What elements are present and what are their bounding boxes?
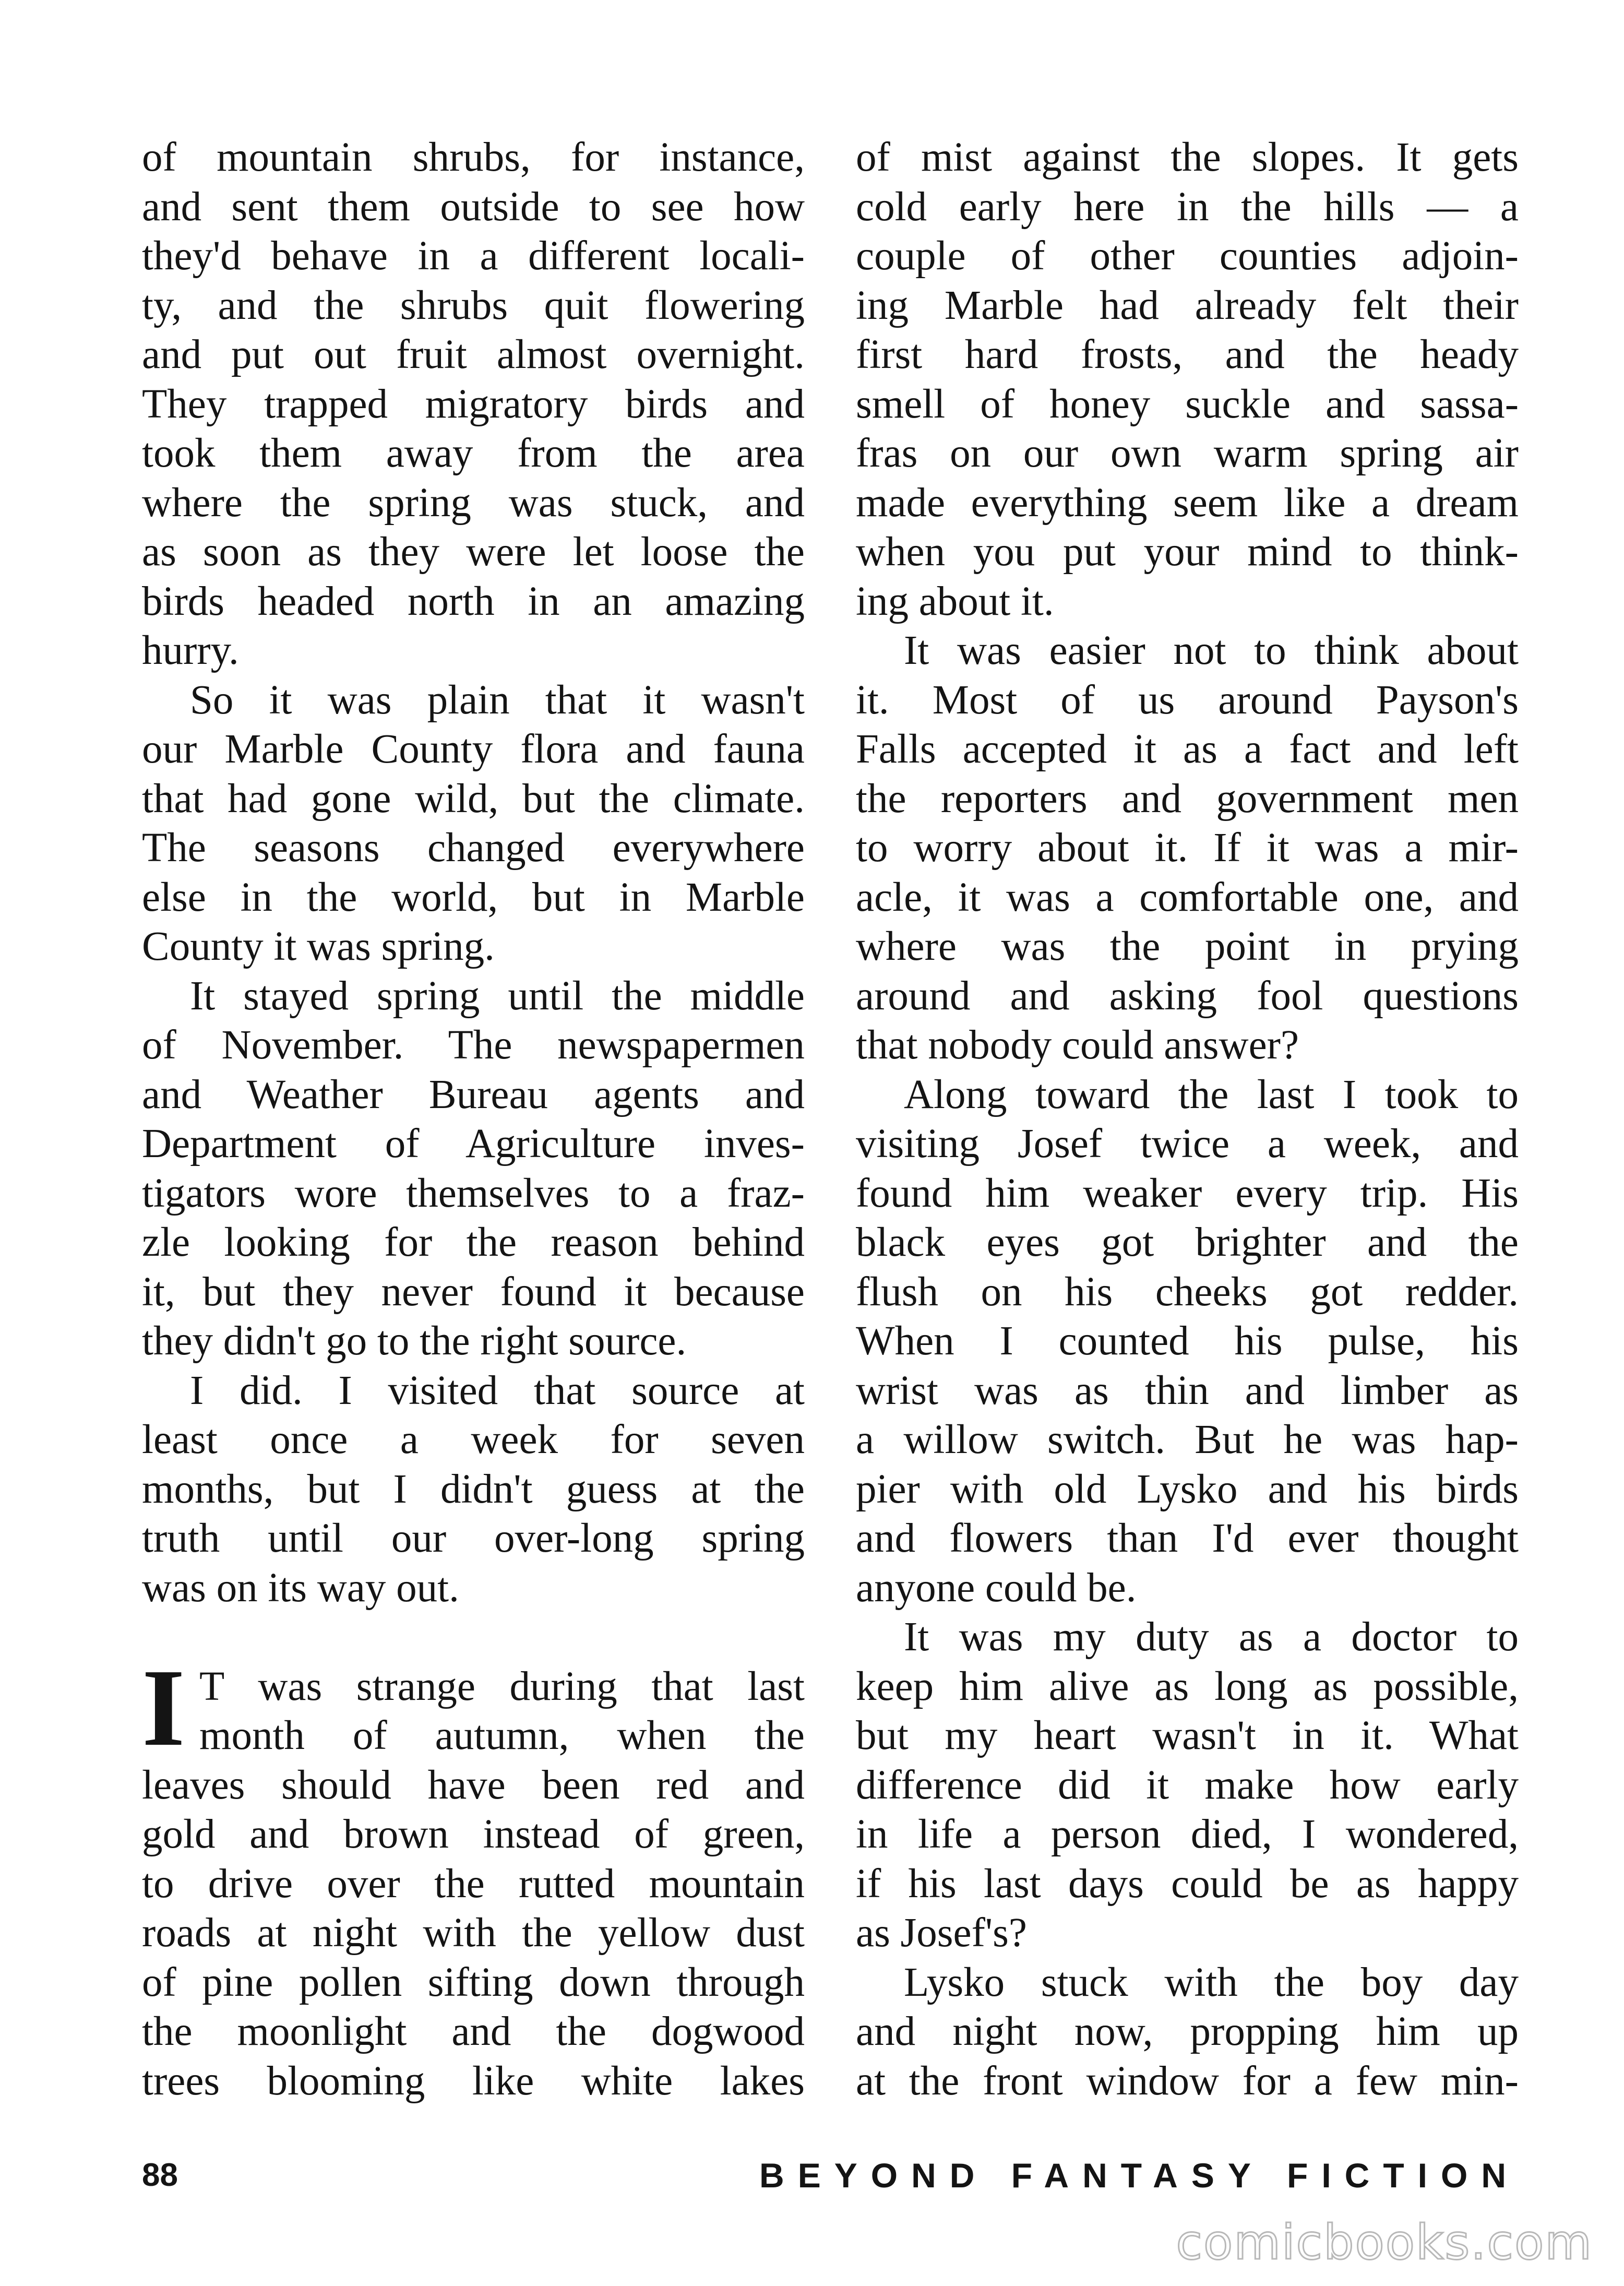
text-line: I did. I visited that source at [190,1367,805,1413]
text-line: ty, and the shrubs quit flowering [142,282,805,328]
paragraph [856,626,1519,1070]
left-column [142,133,805,2106]
paragraph [856,1613,1519,1958]
text-line: keep him alive as long as possible, [856,1663,1519,1709]
text-line: anyone could be. [856,1565,1137,1611]
text-line: was on its way out. [142,1565,459,1611]
text-line: and put out fruit almost overnight. [142,332,805,377]
text-line: County it was spring. [142,924,495,969]
text-line: but my heart wasn't in it. What [856,1713,1519,1758]
text-line: pier with old Lysko and his birds [856,1466,1519,1512]
text-line: Falls accepted it as a fact and left [856,727,1519,772]
text-line: and Weather Bureau agents and [142,1071,805,1117]
text-line: gold and brown instead of green, [142,1812,805,1857]
text-line: smell of honey suckle and sassa- [856,381,1519,427]
text-line: where the spring was stuck, and [142,480,805,526]
text-line: couple of other counties adjoin- [856,233,1519,279]
text-line: cold early here in the hills — a [856,184,1519,230]
text-line: months, but I didn't guess at the [142,1466,805,1512]
text-line: else in the world, but in Marble [142,874,805,920]
page-footer [142,2154,1520,2196]
text-line: they didn't go to the right source. [142,1318,687,1364]
text-line: our Marble County flora and fauna [142,727,805,772]
text-line: It stayed spring until the middle [190,973,805,1019]
drop-cap: I [142,1646,185,1769]
text-line: that nobody could answer? [856,1022,1299,1068]
text-line: and flowers than I'd ever thought [856,1516,1519,1561]
text-line: at the front window for a few min- [856,2058,1519,2104]
text-line: in life a person died, I wondered, [856,1812,1519,1857]
text-line: The seasons changed everywhere [142,825,805,871]
paragraph [856,1070,1519,1613]
paragraph-with-drop-cap [142,1646,805,2106]
paragraph [856,133,1519,626]
text-line: they'd behave in a different locali- [142,233,805,279]
text-line: trees blooming like white lakes [142,2058,805,2104]
text-line: visiting Josef twice a week, and [856,1121,1519,1166]
text-line: fras on our own warm spring air [856,431,1519,476]
text-line: acle, it was a comfortable one, and [856,874,1519,920]
text-line: that had gone wild, but the climate. [142,776,805,821]
text-line: the moonlight and the dogwood [142,2009,805,2054]
text-line: first hard frosts, and the heady [856,332,1519,377]
text-line: around and asking fool questions [856,973,1519,1019]
text-line: hurry. [142,628,239,673]
paragraph [142,972,805,1366]
text-line: birds headed north in an amazing [142,578,805,624]
text-line: and sent them outside to see how [142,184,805,230]
text-line: the reporters and government men [856,776,1519,821]
text-line: where was the point in prying [856,924,1519,969]
section-break [142,1613,805,1662]
watermark: comicbooks.com [1176,2214,1593,2270]
text-line: of November. The newspapermen [142,1022,805,1068]
paragraph [142,1366,805,1613]
text-line: it. Most of us around Payson's [856,677,1519,723]
text-line: flush on his cheeks got redder. [856,1269,1519,1315]
paragraph [142,676,805,972]
text-line: It was easier not to think about [904,628,1519,673]
text-line: wrist was as thin and limber as [856,1367,1519,1413]
text-line: month of autumn, when the [199,1713,805,1758]
text-line: ing about it. [856,578,1054,624]
text-line: It was my duty as a doctor to [904,1614,1519,1660]
text-line: leaves should have been red and [142,1762,805,1808]
text-line: roads at night with the yellow dust [142,1910,805,1956]
text-line: Department of Agriculture inves- [142,1121,805,1166]
text-line: T was strange during that last [199,1663,805,1709]
text-line: truth until our over-long spring [142,1516,805,1561]
text-line: zle looking for the reason behind [142,1220,805,1265]
text-line: Along toward the last I took to [904,1071,1519,1117]
text-line: it, but they never found it because [142,1269,805,1315]
text-line: to worry about it. If it was a mir- [856,825,1519,871]
text-line: found him weaker every trip. His [856,1170,1519,1216]
text-line: Lysko stuck with the boy day [904,1959,1519,2005]
text-line: ing Marble had already felt their [856,282,1519,328]
text-line: a willow switch. But he was hap- [856,1417,1519,1462]
text-line: took them away from the area [142,431,805,476]
text-line: to drive over the rutted mountain [142,1861,805,1907]
text-line: of mountain shrubs, for instance, [142,135,805,180]
text-line: of pine pollen sifting down through [142,1959,805,2005]
right-column [856,133,1519,2106]
text-line: if his last days could be as happy [856,1861,1519,1907]
text-line: made everything seem like a dream [856,480,1519,526]
text-line: tigators wore themselves to a fraz- [142,1170,805,1216]
running-title: BEYOND FANTASY FICTION [759,2156,1520,2195]
paragraph [856,1958,1519,2106]
text-line: They trapped migratory birds and [142,381,805,427]
text-line: black eyes got brighter and the [856,1220,1519,1265]
text-line: So it was plain that it wasn't [190,677,805,723]
text-line: and night now, propping him up [856,2009,1519,2054]
text-line: When I counted his pulse, his [856,1318,1519,1364]
text-line: as Josef's? [856,1910,1027,1956]
text-line: of mist against the slopes. It gets [856,135,1519,180]
page-number: 88 [142,2157,178,2193]
text-line: as soon as they were let loose the [142,529,805,575]
text-line: difference did it make how early [856,1762,1519,1808]
text-line: when you put your mind to think- [856,529,1519,575]
text-line: least once a week for seven [142,1417,805,1462]
paragraph [142,133,805,676]
